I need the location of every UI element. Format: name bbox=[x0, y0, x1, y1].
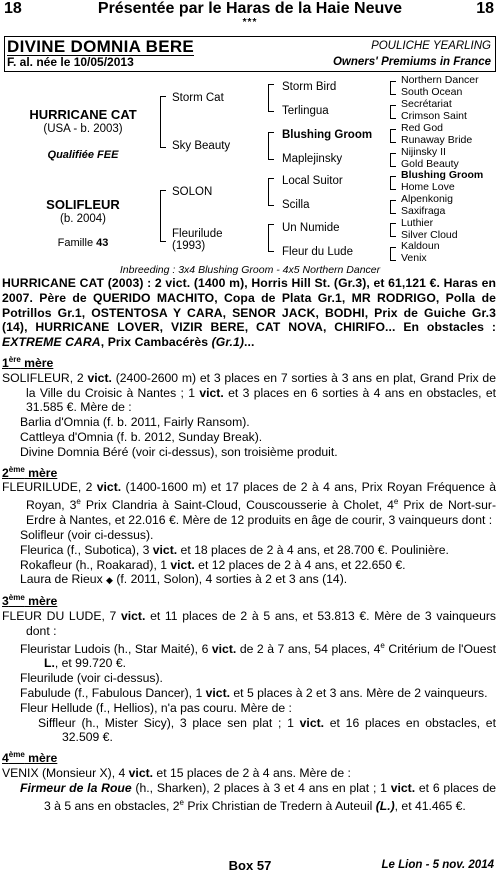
bracket bbox=[390, 105, 396, 119]
text: et 12 places de 2 à 4 ans, et 22.650 €. bbox=[194, 557, 406, 572]
family-label: Famille bbox=[57, 237, 94, 249]
winner-name: Firmeur de la Roue bbox=[20, 780, 132, 795]
vict: vict. bbox=[299, 715, 325, 730]
g3-local-suitor: Local Suitor bbox=[282, 175, 343, 187]
vict: vict. bbox=[205, 686, 231, 701]
text: et 16 places en obstacles, et 32.509 €. bbox=[62, 715, 496, 745]
g4-secretariat: Secrétariat bbox=[401, 98, 452, 110]
text: (f. 2011, Solon), 4 sorties à 2 et 3 ans (14). bbox=[112, 572, 348, 587]
g4-blushing-groom: Blushing Groom bbox=[401, 169, 484, 181]
g4-south-ocean: South Ocean bbox=[401, 86, 463, 98]
text: (2400-2600 m) et 3 places en 7 sorties à 3 ans en plat, Grand Prix de la Ville du Croisic à Nantes ; 1 bbox=[26, 370, 496, 400]
lot-number-left: 18 bbox=[4, 0, 22, 17]
sire-paragraph bbox=[2, 276, 496, 350]
listed-mark: (L.) bbox=[375, 798, 395, 813]
stars-separator: *** bbox=[242, 17, 258, 28]
first-dam-heading bbox=[2, 353, 496, 371]
produce-item: Cattleya d'Omnia (f. b. 2012, Sunday Break). bbox=[20, 430, 263, 445]
sup-e: e bbox=[179, 797, 184, 807]
text: et 3 places en 6 sorties à 4 ans en obstacles, et 31.585 €. Mère de : bbox=[26, 385, 496, 415]
g4-runaway-bride: Runaway Bride bbox=[401, 134, 473, 146]
family-number: 43 bbox=[96, 237, 109, 249]
bracket bbox=[268, 178, 274, 206]
text: et 15 places de 2 à 4 ans. Mère de : bbox=[153, 766, 351, 781]
g4-luthier: Luthier bbox=[401, 217, 434, 229]
second-dam-heading bbox=[2, 463, 496, 481]
horse-sex: POULICHE YEARLING bbox=[371, 40, 491, 52]
horse-birth: F. al. née le 10/05/2013 bbox=[7, 55, 134, 69]
g4-northern-dancer: Northern Dancer bbox=[401, 74, 479, 86]
produce-item: Fleur Hellude (f., Hellios), n'a pas couru. Mère de : bbox=[20, 700, 292, 715]
g3-maplejinsky: Maplejinsky bbox=[282, 153, 343, 165]
produce-item: Barlia d'Omnia (f. b. 2011, Fairly Ransom). bbox=[20, 415, 250, 430]
g4-venix: Venix bbox=[401, 252, 427, 264]
produce-item bbox=[2, 781, 496, 814]
produce-item bbox=[2, 716, 496, 746]
text: Rokafleur (h., Roakarad), 1 bbox=[20, 557, 171, 572]
pedigree-commentary bbox=[2, 276, 496, 814]
horse-header-box bbox=[4, 36, 496, 72]
vict: vict. bbox=[199, 385, 224, 400]
g4-home-love: Home Love bbox=[401, 181, 455, 193]
page-footer bbox=[0, 858, 500, 876]
diamond-icon: ◆ bbox=[106, 575, 113, 586]
bracket bbox=[390, 81, 396, 95]
heading-word: mère bbox=[24, 594, 58, 609]
text: Prix Christian de Tredern à Auteuil bbox=[183, 798, 376, 813]
vict: vict. bbox=[170, 557, 195, 572]
g3-fleur-du-lude: Fleur du Lude bbox=[282, 246, 353, 258]
horse-name: DIVINE DOMNIA BERE bbox=[7, 37, 195, 56]
vict: vict. bbox=[152, 542, 178, 557]
sire-text-end: ... bbox=[244, 335, 255, 350]
sale-date: Le Lion - 5 nov. 2014 bbox=[381, 859, 494, 871]
g2-sky-beauty: Sky Beauty bbox=[172, 140, 231, 152]
g4-silver-cloud: Silver Cloud bbox=[401, 229, 458, 241]
g3-terlingua: Terlingua bbox=[282, 105, 329, 117]
vict: vict. bbox=[87, 370, 112, 385]
third-dam-record bbox=[2, 609, 496, 639]
g4-kaldoun: Kaldoun bbox=[401, 240, 440, 252]
produce-item: Solifleur (voir ci-dessus). bbox=[20, 527, 154, 542]
fourth-dam-heading bbox=[2, 748, 496, 766]
g2-fleurilude: Fleurilude bbox=[172, 228, 223, 240]
produce-item bbox=[2, 572, 496, 588]
text: SOLIFLEUR, 2 bbox=[2, 370, 88, 385]
heading-word: mère bbox=[24, 465, 58, 480]
text: Laura de Rieux bbox=[20, 572, 107, 587]
bracket bbox=[390, 247, 396, 261]
g2-solon: SOLON bbox=[172, 186, 213, 198]
vict: vict. bbox=[120, 608, 146, 623]
dam-name: SOLIFLEUR bbox=[46, 197, 120, 212]
g4-saxifraga: Saxifraga bbox=[401, 205, 446, 217]
text: Fleuristar Ludois (h., Star Maité), 6 bbox=[20, 641, 212, 656]
page-header bbox=[0, 0, 500, 28]
g3-scilla: Scilla bbox=[282, 199, 310, 211]
g4-nijinsky-ii: Nijinsky II bbox=[401, 146, 446, 158]
vict: vict. bbox=[211, 641, 237, 656]
sire-text-italic: EXTREME CARA bbox=[2, 335, 101, 350]
produce-item bbox=[2, 558, 496, 573]
dam-family bbox=[8, 237, 158, 249]
text: (1400-1600 m) et 17 places de 2 à 4 ans, Prix Royan Fréquence à Royan, 3 bbox=[26, 480, 496, 513]
sire-info: (USA - b. 2003) bbox=[43, 123, 123, 135]
text: de 2 à 7 ans, 54 places, 4 bbox=[236, 641, 381, 656]
bracket bbox=[390, 176, 396, 190]
inbreeding-line: Inbreeding : 3x4 Blushing Groom - 4x5 Northern Dancer bbox=[119, 264, 381, 276]
heading-sup: ème bbox=[8, 750, 25, 760]
heading-word: mère bbox=[24, 751, 58, 766]
fourth-dam-record bbox=[2, 766, 496, 781]
consignor-title: Présentée par le Haras de la Haie Neuve bbox=[97, 0, 403, 17]
heading-number: 3 bbox=[2, 594, 9, 609]
g3-blushing-groom: Blushing Groom bbox=[282, 129, 373, 141]
bracket bbox=[160, 190, 166, 242]
text: Critérium de l'Ouest bbox=[384, 641, 497, 656]
text: Siffleur (h., Mister Sicy), 3 place sen plat ; 1 bbox=[38, 715, 300, 730]
heading-sup: ème bbox=[8, 464, 25, 474]
g2-fleurilude-year: (1993) bbox=[172, 240, 206, 252]
heading-word: mère bbox=[20, 356, 54, 371]
text: FLEUR DU LUDE, 7 bbox=[2, 608, 121, 623]
second-dam-record bbox=[2, 480, 496, 527]
text: FLEURILUDE, 2 bbox=[2, 480, 97, 495]
heading-sup: ère bbox=[8, 354, 21, 364]
sup-e: e bbox=[76, 497, 81, 507]
text: et 11 places de 2 à 5 ans, et 53.813 €. Mère de 3 vainqueurs dont : bbox=[26, 608, 496, 638]
g4-red-god: Red God bbox=[401, 122, 444, 134]
listed-mark: L. bbox=[44, 656, 55, 671]
bracket bbox=[268, 84, 274, 112]
text: et 6 places de 3 à 5 ans en obstacles, 2 bbox=[44, 780, 496, 813]
heading-number: 1 bbox=[2, 356, 9, 371]
heading-number: 4 bbox=[2, 751, 9, 766]
g4-gold-beauty: Gold Beauty bbox=[401, 158, 459, 170]
dam-info: (b. 2004) bbox=[59, 213, 107, 225]
g3-un-numide: Un Numide bbox=[282, 222, 340, 234]
sup-e: e bbox=[380, 640, 385, 650]
produce-item bbox=[2, 686, 496, 701]
bracket bbox=[390, 200, 396, 214]
pedigree-table bbox=[0, 70, 500, 270]
produce-item bbox=[2, 639, 496, 672]
sire-name: HURRICANE CAT bbox=[29, 107, 137, 122]
vict: vict. bbox=[390, 780, 416, 795]
sire-text-race: , Prix Cambacérès bbox=[100, 335, 212, 350]
bracket bbox=[390, 129, 396, 143]
g4-alpenkonig: Alpenkonig bbox=[401, 193, 453, 205]
text: et 5 places à 2 et 3 ans. Mère de 2 vainqueurs. bbox=[230, 686, 488, 701]
produce-item bbox=[2, 543, 496, 558]
sire-text: HURRICANE CAT (2003) : 2 vict. (1400 m), Horris Hill St. (Gr.3), et 61,121 €. Haras en 2007. Père de QUERIDO MACHITO, Copa de Plata Gr.1, MR RODRIGO, Polla de Potrillos Gr.1, OSTENTOSA Y CARA, SENOR JACK, BODHI, Prix de Guiche Gr.3 (14), HURRICANE LOVER, VIZIR BERE, CAT NOVA, CHIRIFO... En obstacles : bbox=[2, 276, 496, 335]
text: Fabulude (f., Fabulous Dancer), 1 bbox=[20, 686, 206, 701]
bracket bbox=[390, 223, 396, 237]
produce-item: Divine Domnia Béré (voir ci-dessus), son troisième produit. bbox=[20, 444, 338, 459]
lot-number-right: 18 bbox=[476, 0, 494, 17]
g3-storm-bird: Storm Bird bbox=[282, 81, 337, 93]
text: , et 99.720 €. bbox=[54, 656, 126, 671]
text: et 18 places de 2 à 4 ans, et 28.700 €. Poulinière. bbox=[177, 542, 449, 557]
owners-premiums: Owners' Premiums in France bbox=[332, 56, 491, 68]
text: , et 41.465 €. bbox=[394, 798, 466, 813]
heading-sup: ème bbox=[8, 593, 25, 603]
g4-crimson-saint: Crimson Saint bbox=[401, 110, 467, 122]
text: VENIX (Monsieur X), 4 bbox=[2, 766, 129, 781]
first-dam-record bbox=[2, 371, 496, 415]
text: Prix de Nort-sur-Erdre à Nantes, et 22.016 €. Mère de 12 produits en âge de courir, 3 vainqueurs dont : bbox=[26, 498, 497, 528]
box-number: Box 57 bbox=[228, 858, 272, 873]
vict: vict. bbox=[128, 766, 154, 781]
vict: vict. bbox=[96, 480, 122, 495]
bracket bbox=[268, 224, 274, 252]
sup-e: e bbox=[393, 497, 399, 507]
bracket bbox=[160, 96, 166, 148]
produce-item: Fleurilude (voir ci-dessus). bbox=[20, 671, 163, 686]
heading-number: 2 bbox=[2, 465, 9, 480]
text: Prix Clandria à Saint-Cloud, Couscousserie à Cholet, 4 bbox=[80, 498, 394, 513]
sire-text-grade: (Gr.1) bbox=[211, 335, 245, 350]
bracket bbox=[390, 153, 396, 167]
bracket bbox=[268, 132, 274, 160]
text: Fleurica (f., Subotica), 3 bbox=[20, 542, 153, 557]
third-dam-heading bbox=[2, 591, 496, 609]
sire-note: Qualifiée FEE bbox=[47, 149, 119, 161]
g2-storm-cat: Storm Cat bbox=[172, 92, 224, 104]
text: (h., Sharken), 2 places à 3 et 4 ans en plat ; 1 bbox=[131, 780, 391, 795]
